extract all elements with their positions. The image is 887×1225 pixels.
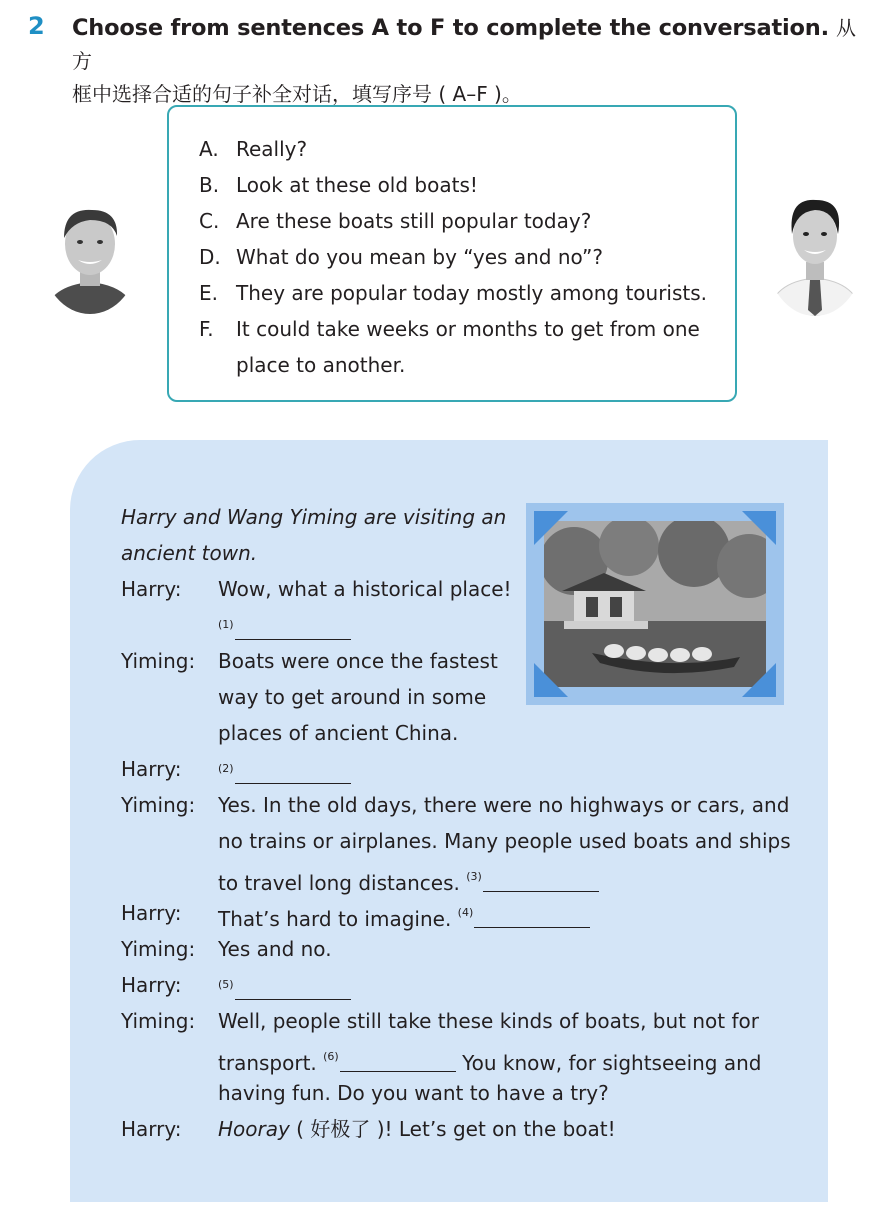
dialogue-line-2b: way to get around in some xyxy=(218,685,487,709)
instruction-chinese-2: 框中选择合适的句子补全对话，填写序号 ( A–F )。 xyxy=(72,82,522,106)
photo-corner-top-left xyxy=(534,511,568,545)
dialogue-line-4: That’s hard to imagine. xyxy=(218,907,452,931)
dialogue-line-7-chinese: ( 好极了 ) xyxy=(289,1117,385,1141)
dialogue-line-5: Yes and no. xyxy=(218,937,332,961)
instruction xyxy=(72,12,872,111)
dialogue-line-3c: to travel long distances. xyxy=(218,871,460,895)
speaker-yiming: Yiming: xyxy=(121,649,196,673)
blank-3-number: (3) xyxy=(466,870,482,883)
speaker-harry: Harry: xyxy=(121,577,182,601)
exercise-number: 2 xyxy=(28,12,45,40)
ancient-town-photo xyxy=(544,521,766,687)
blank-4[interactable] xyxy=(474,905,590,928)
speaker-yiming: Yiming: xyxy=(121,1009,196,1033)
harry-portrait-icon xyxy=(42,198,138,314)
dialogue-line-7-hooray: Hooray xyxy=(218,1117,290,1141)
yiming-portrait-icon xyxy=(766,190,864,316)
dialogue-line-7-row xyxy=(218,1111,616,1147)
pavilion-boats-icon xyxy=(544,521,766,687)
options-box: A. Really? B. Look at these old boats! C. Are these boats still popular today? D. What do you mean by “yes and no”? E. They are popular today mostly among tourists. F. It could take weeks or months to get from one place to another. xyxy=(167,105,737,402)
dialogue-line-2a: Boats were once the fastest xyxy=(218,649,498,673)
speaker-yiming: Yiming: xyxy=(121,937,196,961)
dialogue-line-3a: Yes. In the old days, there were no highways or cars, and xyxy=(218,793,790,817)
instruction-chinese-1: 从方 xyxy=(72,16,856,73)
speaker-harry: Harry: xyxy=(121,1117,182,1141)
blank-2-number: (2) xyxy=(218,762,234,775)
photo-corner-top-right xyxy=(742,511,776,545)
speaker-harry: Harry: xyxy=(121,901,182,925)
dialogue-line-2c: places of ancient China. xyxy=(218,721,459,745)
blank-3[interactable] xyxy=(483,869,599,892)
blank-6-number: (6) xyxy=(323,1050,339,1063)
dialogue-line-1: Wow, what a historical place! xyxy=(218,577,512,601)
speaker-harry: Harry: xyxy=(121,757,182,781)
dialogue-line-6c: having fun. Do you want to have a try? xyxy=(218,1081,609,1105)
blank-2[interactable] xyxy=(235,761,351,784)
dialogue-line-3b: no trains or airplanes. Many people used boats and ships xyxy=(218,829,791,853)
blank-6[interactable] xyxy=(340,1049,456,1072)
blank-5-number: (5) xyxy=(218,978,234,991)
yiming-avatar xyxy=(766,190,864,316)
blank-4-number: (4) xyxy=(457,906,474,919)
dialogue-line-7-rest: ! Let’s get on the boat! xyxy=(384,1117,616,1141)
photo-corner-bottom-left xyxy=(534,663,568,697)
blank-1[interactable] xyxy=(235,617,351,640)
photo-corner-bottom-right xyxy=(742,663,776,697)
blank-1-number: (1) xyxy=(218,618,234,631)
dialogue-intro-1: Harry and Wang Yiming are visiting an xyxy=(121,505,507,529)
blank-5[interactable] xyxy=(235,977,351,1000)
harry-avatar xyxy=(42,198,138,314)
dialogue-line-6b-after: You know, for sightseeing and xyxy=(462,1051,762,1075)
instruction-english: Choose from sentences A to F to complete the conversation. xyxy=(72,15,829,41)
speaker-harry: Harry: xyxy=(121,973,182,997)
dialogue-intro-2: ancient town. xyxy=(121,541,258,565)
speaker-yiming: Yiming: xyxy=(121,793,196,817)
dialogue-line-6a: Well, people still take these kinds of boats, but not for xyxy=(218,1009,759,1033)
dialogue-line-6b: transport. xyxy=(218,1051,317,1075)
